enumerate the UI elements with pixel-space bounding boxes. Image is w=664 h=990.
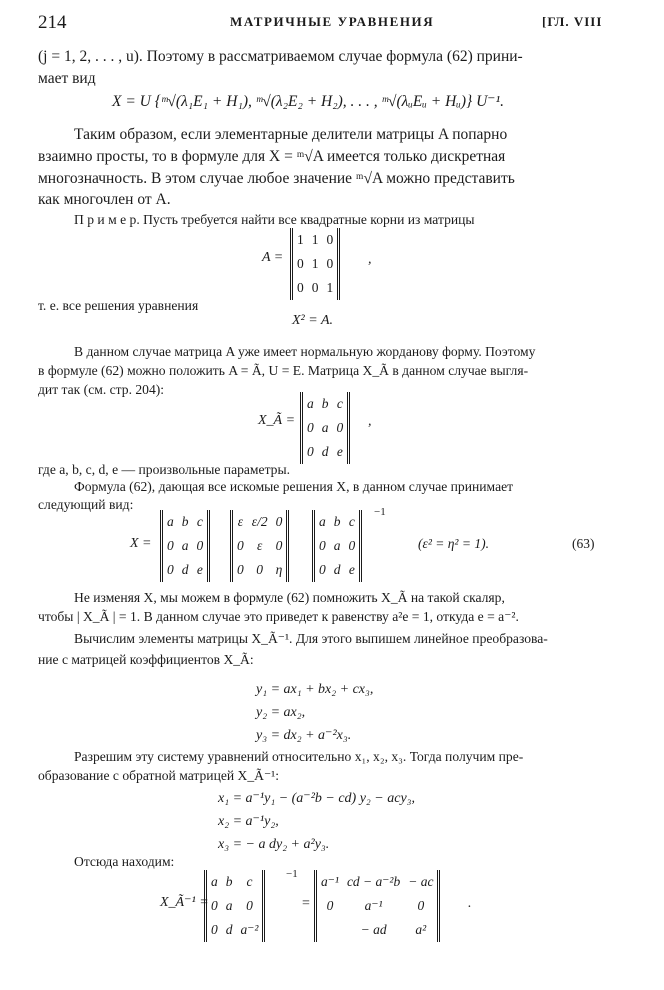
final-m2-cell: a⁻¹: [364, 898, 383, 913]
chapter-label: [ГЛ. VIII: [542, 14, 603, 29]
matrix-a-cell: 1: [311, 232, 319, 247]
system-1-eq-3: y₃ = dx₂ + a⁻²x₃.: [256, 728, 352, 743]
f63-m2-cell: 0: [275, 538, 283, 553]
paragraph-1-line-1: Таким образом, если элементарные делители матрицы A попарно: [74, 126, 508, 143]
x-tilde-matrix: [300, 392, 350, 464]
formula-63-matrix-3: [312, 510, 362, 582]
x-tilde-cell: 0: [307, 420, 314, 435]
paragraph-5-line-2: образование с обратной матрицей X_Ã⁻¹:: [38, 768, 280, 783]
f63-m2-cell: 0: [256, 562, 264, 577]
equation-x2-a: X² = A.: [292, 313, 333, 328]
final-m1-cell: 0: [211, 898, 218, 913]
f63-m3-cell: b: [333, 514, 341, 529]
paragraph-3-line-2: Формула (62), дающая все искомые решения X, в данном случае принимает: [74, 479, 514, 494]
f63-m3-cell: a: [319, 514, 326, 529]
f63-m2-cell: ε/2: [251, 514, 268, 529]
final-m2-cell: − ad: [360, 922, 387, 937]
paragraph-1-line-3: многозначность. В этом случае любое значение ᵐ√A можно представить: [38, 170, 515, 187]
matrix-a-label: A =: [262, 250, 284, 265]
final-m1-cell: a⁻²: [240, 922, 259, 937]
f63-m1-cell: d: [181, 562, 189, 577]
x-tilde-suffix: ,: [368, 414, 372, 429]
final-m2-cell: [317, 918, 343, 942]
final-m2-cell: a²: [415, 922, 427, 937]
formula-62: X = U {ᵐ√(λ₁E₁ + H₁), ᵐ√(λ₂E₂ + H₂), . . . , ᵐ√(λᵤEᵤ + Hᵤ)} U⁻¹.: [112, 93, 505, 110]
paragraph-2-line-1: В данном случае матрица A уже имеет нормальную жорданову форму. Поэтому: [74, 344, 536, 359]
paragraph-1-line-4: как многочлен от A.: [38, 191, 171, 208]
paragraph-2-line-2: в формуле (62) можно положить A = Ã, U = E. Матрица X_Ã в данном случае выгля-: [38, 363, 529, 378]
paragraph-5-line-1: Разрешим эту систему уравнений относительно x₁, x₂, x₃. Тогда получим пре-: [74, 749, 524, 764]
final-m1-cell: a: [211, 874, 218, 889]
x-tilde-cell: a: [307, 396, 314, 411]
final-m2-cell: 0: [417, 898, 425, 913]
paragraph-4-line-4: ние с матрицей коэффициентов X_Ã:: [38, 652, 254, 667]
f63-m2-cell: 0: [237, 538, 244, 553]
f63-m3-cell: a: [333, 538, 341, 553]
final-matrix-2: [314, 870, 440, 942]
f63-m1-cell: 0: [167, 538, 174, 553]
final-m1-cell: 0: [246, 898, 253, 913]
final-m2-cell: 0: [326, 898, 334, 913]
f63-m3-cell: e: [348, 562, 355, 577]
formula-63-number: (63): [572, 536, 595, 551]
x-tilde-cell: 0: [307, 444, 314, 459]
final-suffix: .: [468, 896, 472, 911]
top-text-line-1: (j = 1, 2, . . . , u). Поэтому в рассматриваемом случае формула (62) прини-: [38, 48, 523, 65]
page-number: 214: [38, 12, 67, 33]
matrix-a-suffix: ,: [368, 252, 372, 267]
paragraph-3-line-1: где a, b, c, d, e — произвольные параметры.: [38, 462, 291, 477]
x-tilde-cell: 0: [336, 420, 344, 435]
f63-m3-cell: d: [333, 562, 341, 577]
final-m2-cell: cd − a⁻²b: [346, 874, 401, 889]
x-tilde-cell: c: [336, 396, 343, 411]
matrix-a-cell: 0: [326, 232, 334, 247]
formula-63-condition: (ε² = η² = 1).: [418, 536, 489, 551]
system-1: [256, 678, 373, 747]
matrix-a-cell: 0: [326, 256, 334, 271]
f63-m2-cell: 0: [275, 514, 283, 529]
matrix-a-cell: 1: [326, 280, 334, 295]
f63-m1-cell: c: [196, 514, 203, 529]
f63-m2-cell: ε: [257, 538, 263, 553]
matrix-a: [290, 228, 340, 300]
matrix-a-cell: 1: [297, 232, 304, 247]
f63-m1-cell: a: [181, 538, 189, 553]
paragraph-6: Отсюда находим:: [74, 854, 175, 869]
final-matrix-1: [204, 870, 265, 942]
final-formula-label: X_Ã⁻¹ =: [160, 895, 209, 910]
formula-63-matrix-2: [230, 510, 289, 582]
paragraph-4-line-3: Вычислим элементы матрицы X_Ã⁻¹. Для этого выпишем линейное преобразова-: [74, 631, 548, 646]
final-m1-cell: d: [225, 922, 233, 937]
example-line-1: П р и м е р. Пусть требуется найти все квадратные корни из матрицы: [74, 212, 475, 227]
f63-m1-cell: 0: [167, 562, 174, 577]
running-title: МАТРИЧНЫЕ УРАВНЕНИЯ: [230, 14, 435, 29]
f63-m1-cell: e: [196, 562, 203, 577]
matrix-a-cell: 0: [297, 256, 304, 271]
f63-m2-cell: η: [275, 562, 283, 577]
f63-m3-cell: 0: [319, 562, 326, 577]
system-2: [218, 787, 415, 856]
formula-63-power: −1: [374, 506, 386, 518]
matrix-a-cell: 0: [297, 280, 304, 295]
f63-m3-cell: 0: [348, 538, 356, 553]
x-tilde-cell: d: [321, 444, 329, 459]
x-tilde-cell: a: [321, 420, 329, 435]
paragraph-1-line-2: взаимно просты, то в формуле для X = ᵐ√A имеется только дискретная: [38, 148, 506, 165]
final-m1-cell: a: [225, 898, 233, 913]
paragraph-3-line-3: следующий вид:: [38, 497, 134, 512]
final-m1-cell: c: [246, 874, 253, 889]
matrix-a-cell: 0: [311, 280, 319, 295]
x-tilde-label: X_Ã =: [258, 413, 296, 428]
page-header: [0, 12, 664, 36]
paragraph-4-line-1: Не изменяя X, мы можем в формуле (62) помножить X_Ã на такой скаляр,: [74, 590, 505, 605]
f63-m1-cell: a: [167, 514, 174, 529]
f63-m3-cell: c: [348, 514, 355, 529]
final-m2-cell: − ac: [408, 874, 434, 889]
final-equals: =: [302, 896, 310, 911]
final-m1-cell: b: [225, 874, 233, 889]
matrix-a-cell: 1: [311, 256, 319, 271]
system-2-eq-1: x₁ = a⁻¹y₁ − (a⁻²b − cd) y₂ − acy₃,: [218, 791, 416, 806]
system-2-eq-2: x₂ = a⁻¹y₂,: [218, 814, 279, 829]
x-tilde-cell: b: [321, 396, 329, 411]
final-power: −1: [286, 868, 298, 880]
system-1-eq-1: y₁ = ax₁ + bx₂ + cx₃,: [256, 682, 374, 697]
paragraph-4-line-2: чтобы | X_Ã | = 1. В данном случае это приведет к равенству a²e = 1, откуда e = a⁻².: [38, 609, 519, 624]
final-m1-cell: 0: [211, 922, 218, 937]
example-line-2: т. е. все решения уравнения: [38, 298, 199, 313]
top-text-line-2: мает вид: [38, 70, 96, 87]
system-1-eq-2: y₂ = ax₂,: [256, 705, 306, 720]
formula-63-label: X =: [130, 536, 152, 551]
x-tilde-cell: e: [336, 444, 343, 459]
f63-m2-cell: 0: [237, 562, 244, 577]
f63-m1-cell: 0: [196, 538, 204, 553]
final-m2-cell: a⁻¹: [321, 874, 339, 889]
formula-63-matrix-1: [160, 510, 210, 582]
f63-m3-cell: 0: [319, 538, 326, 553]
system-2-eq-3: x₃ = − a dy₂ + a²y₃.: [218, 837, 330, 852]
f63-m1-cell: b: [181, 514, 189, 529]
paragraph-2-line-3: дит так (см. стр. 204):: [38, 382, 165, 397]
f63-m2-cell: ε: [237, 514, 244, 529]
